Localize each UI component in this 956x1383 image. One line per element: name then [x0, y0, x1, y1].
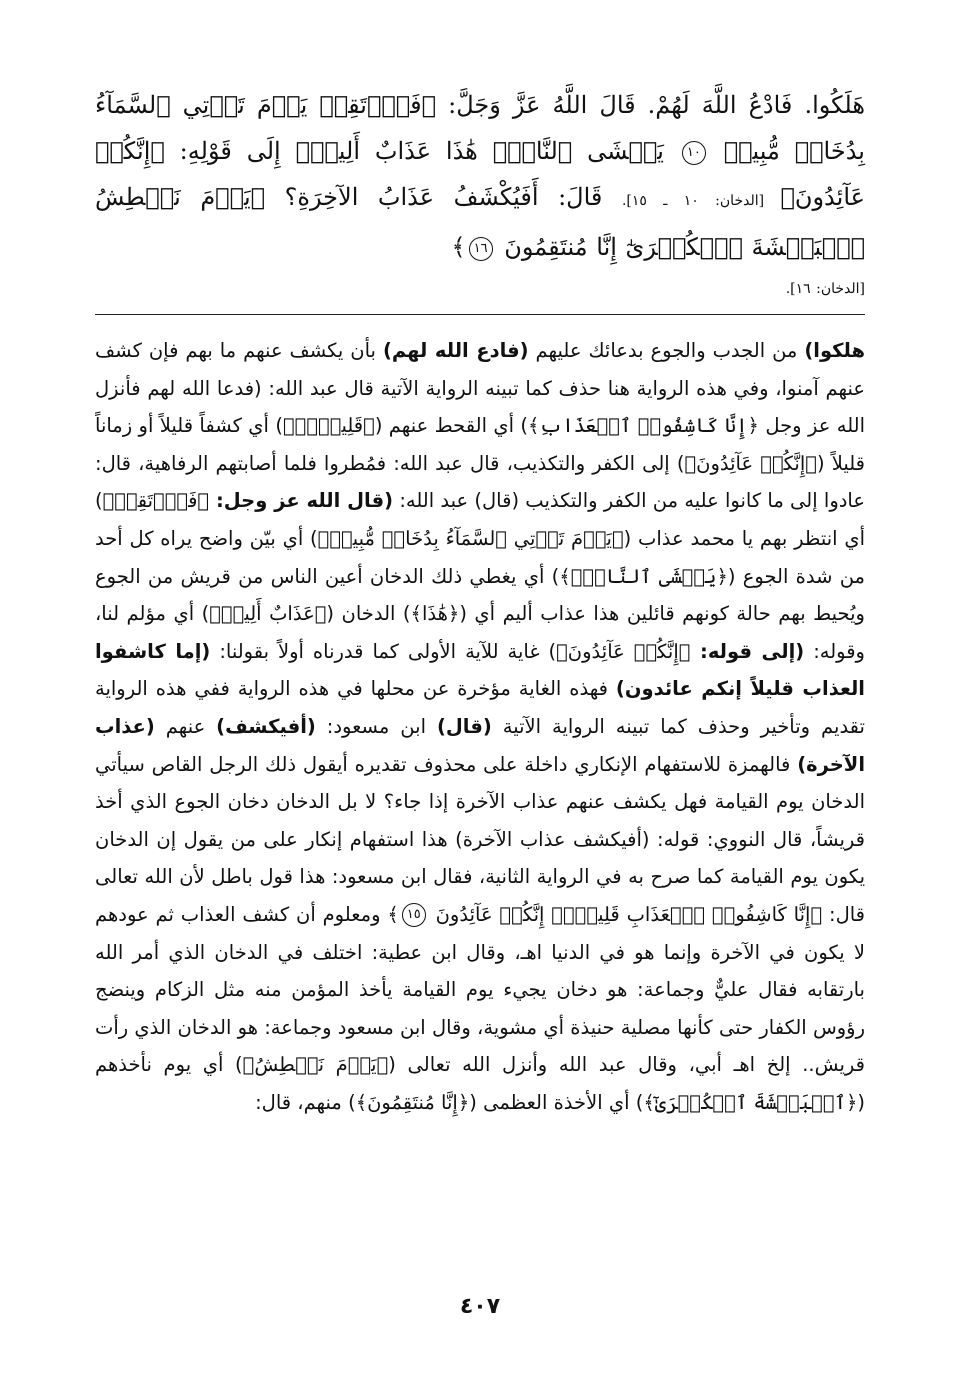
commentary-text: ) أي يوم نأخذهم (	[95, 1053, 865, 1114]
commentary-text: ) أي بيّن واضح يراه كل أحد من شدة الجوع (	[95, 526, 866, 588]
quran-verse: ﴿فَٱرۡتَقِبۡ﴾	[102, 489, 210, 513]
book-page	[95, 82, 865, 1322]
commentary-text: ) أي كشفاً قليلاً أو زماناً قليلاً (	[95, 414, 865, 475]
commentary-text: ابن مسعود:	[315, 714, 437, 738]
verse-number-marker: ١٥	[402, 903, 426, 927]
quoted-phrase: هلكوا)	[804, 339, 865, 362]
quran-verse: ﴿قَلِيلًاۚ﴾	[282, 414, 375, 438]
quran-verse: ﴿إِنَّكُمۡ عَآئِدُونَ﴾	[684, 451, 817, 475]
commentary-text: ) الدخان (	[326, 602, 411, 626]
quoted-phrase: (أفيكشف)	[216, 714, 316, 738]
verse-number-marker: ١٦	[469, 237, 493, 261]
commentary-text: ) أي القحط عنهم (	[374, 414, 529, 438]
commentary-paragraph	[95, 332, 865, 1121]
commentary-text: ) غاية للآية الأولى كما قدرناه أولاً بقولنا:	[210, 639, 557, 663]
hadith-segment: هَلَكُوا. فَادْعُ اللَّهَ لَهُمْ. قَالَ اللَّهُ عَزَّ وَجَلَّ:	[436, 91, 866, 119]
commentary-text: ) منهم، قال:	[255, 1090, 356, 1114]
commentary-text: ) أي مؤلم لنا، وقوله:	[95, 602, 865, 663]
commentary-text: فهذه الغاية مؤخرة عن محلها في هذه الرواية ففي هذه الرواية تقديم وتأخير وحذف كما تبينه الرواية الآتية	[95, 677, 865, 738]
commentary-text: ومعلوم أن كشف العذاب ثم عودهم لا يكون في الآخرة وإنما هو في الدنيا اهـ، وقال ابن عطية: اختلف في الدخان الذي أمر الله بارتقابه فقال عليٌّ وجماعة: هو دخان يجيء يوم القيامة يأخذ المؤمن منه مثل الزكام وينضج رؤوس الكفار حتى كأنها مصلية حنيذة أي مشوية، وقال ابن مسعود وجماعة: هو الدخان الذي رأت قريش.. إلخ اهـ أبي، وقال عبد الله وأنزل الله تعالى (	[95, 902, 865, 1077]
surah-reference: [الدخان: ١٦].	[785, 281, 865, 297]
quoted-phrase: (عذاب الآخرة)	[95, 714, 865, 776]
commentary-text: من الجدب والجوع بدعائك عليهم	[528, 339, 805, 362]
quran-verse-end: ﴾	[451, 233, 466, 261]
quoted-phrase: (قال الله عز وجل:	[209, 489, 394, 513]
hadith-text	[95, 82, 865, 304]
commentary-text: عنهم	[154, 714, 217, 738]
commentary-text: ) أي الأخذة العظمى (	[469, 1090, 644, 1114]
quoted-phrase: (فادع الله لهم)	[382, 339, 529, 362]
quoted-phrase: (إلى قوله:	[690, 639, 805, 663]
quran-verse: ﴿ٱلۡبَطۡشَةَ ٱلۡكُبۡرَىٰٓ﴾	[643, 1090, 858, 1114]
quran-verse: ﴿يَوۡمَ نَبۡطِشُ ٱلۡبَطۡشَةَ ٱلۡكُبۡرَىٰٓ إِنَّا مُنتَقِمُونَ	[95, 183, 865, 261]
quoted-phrase: (قال)	[436, 714, 492, 738]
quran-verse: ﴿يَوۡمَ نَبۡطِشُ﴾	[242, 1053, 389, 1077]
hadith-segment: إِلَى قَوْلِهِ:	[164, 137, 296, 165]
page-number: ٤٠٧	[459, 1294, 501, 1319]
quran-verse: ﴿يَوۡمَ تَأۡتِي ٱلسَّمَآءُ بِدُخَانٖ مُّبِينٖ﴾	[317, 526, 624, 550]
quran-verse: ﴿إِنَّكُمۡ عَآئِدُونَ﴾	[556, 639, 691, 663]
commentary-text: بأن يكشف عنهم ما بهم فإن كشف عنهم آمنوا، وفي هذه الرواية هنا حذف كما تبينه الرواية الآتية قال عبد الله: (فدعا الله لهم فأنزل الله عز وجل	[95, 339, 866, 438]
quran-verse: يَغۡشَى ٱلنَّاسَۖ هَٰذَا عَذَابٌ أَلِيمٞ﴾	[295, 137, 664, 165]
commentary-text: ) إلى الكفر والتكذيب، قال عبد الله: فمُطروا فلما أصابتهم الرفاهية، قال: عادوا إلى ما كانوا عليه من الكفر والتكذيب (قال) عبد الله:	[95, 451, 866, 513]
quran-verse: ﴿إِنَّا كَاشِفُوا۟ ٱلۡعَذَابِ﴾	[528, 414, 759, 438]
commentary	[95, 332, 865, 1121]
quran-verse: ﴿يَغۡشَى ٱلنَّاسَۖ﴾	[559, 564, 728, 588]
quran-verse-end: ﴾	[387, 902, 399, 926]
quran-verse: ﴿إِنَّكُمۡ عَآئِدُونَ﴾	[95, 137, 865, 211]
hadith-segment: قَالَ: أَفَيُكْشَفُ عَذَابُ الآخِرَةِ؟	[265, 183, 622, 211]
quran-verse: ﴿إِنَّا مُنتَقِمُونَ﴾	[355, 1090, 470, 1114]
surah-reference: [الدخان: ١٠ ـ ١٥].	[621, 193, 781, 209]
footnote-divider	[95, 314, 865, 315]
quoted-phrase: (إما كاشفوا العذاب قليلاً إنكم عائدون)	[95, 639, 865, 701]
quran-verse: ﴿فَٱرۡتَقِبۡ يَوۡمَ تَأۡتِي ٱلسَّمَآءُ بِدُخَانٖ مُّبِينٖ	[95, 91, 865, 165]
quran-verse: ﴿هَٰذَا﴾	[410, 602, 460, 626]
commentary-text: ) أي يغطي ذلك الدخان أعين الناس من قريش من الجوع ويُحيط بهم حالة كونهم قائلين هذا عذاب أليم أي (	[95, 564, 865, 626]
hadith-paragraph	[95, 82, 865, 270]
quran-verse: ﴿عَذَابٌ أَلِيمٞ﴾	[209, 602, 327, 626]
quran-verse: ﴿إِنَّا كَاشِفُوا۟ ٱلۡعَذَابِ قَلِيلًاۚ إِنَّكُمۡ عَآئِدُونَ	[435, 902, 823, 926]
verse-number-marker: ١٠	[682, 141, 706, 165]
commentary-text: ) أي انتظر بهم يا محمد عذاب (	[95, 489, 866, 550]
commentary-text: فالهمزة للاستفهام الإنكاري داخلة على محذوف تقديره أيقول ذلك الرجل القاص سيأتي الدخان يوم القيامة فهل يكشف عنهم عذاب الآخرة إذا جاء؟ لا بل الدخان دخان الجوع الذي أخذ قريشاً، قال النووي: قوله: (أفيكشف عذاب الآخرة) هذا استفهام إنكار على من يقول إن الدخان يكون يوم القيامة كما صرح به في الرواية الثانية، فقال ابن مسعود: هذا قول باطل لأن الله تعالى قال:	[95, 752, 866, 926]
